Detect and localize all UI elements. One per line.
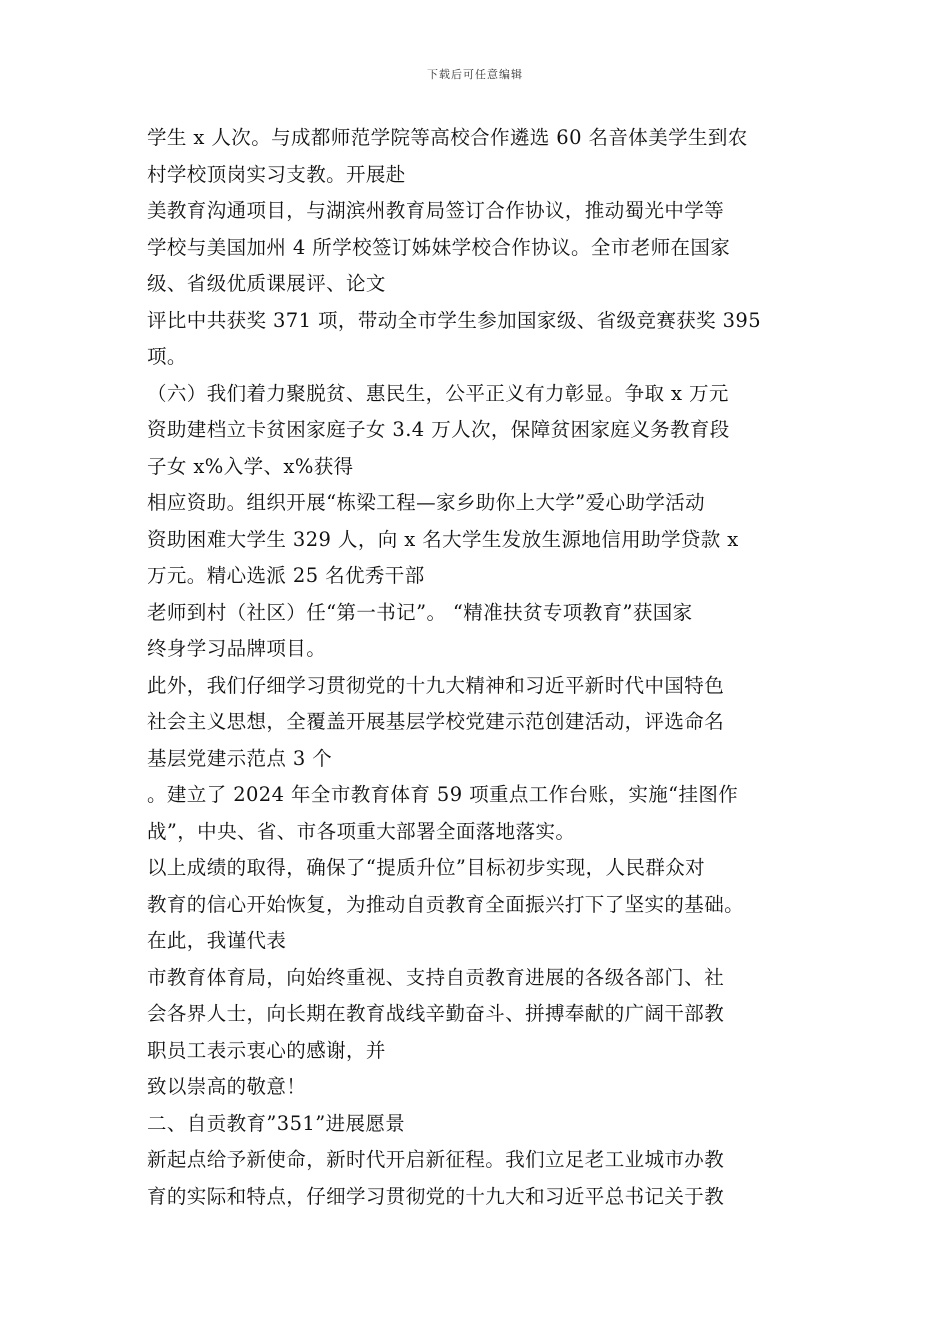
text-line: 市教育体育局，向始终重视、支持自贡教育进展的各级各部门、社	[147, 965, 725, 989]
text-line: 资助建档立卡贫困家庭子女 3.4 万人次，保障贫困家庭义务教育段	[147, 418, 730, 441]
text-line: 新起点给予新使命，新时代开启新征程。我们立足老工业城市办教	[147, 1148, 725, 1171]
text-line: 会各界人士，向长期在教育战线辛勤奋斗、拼搏奉献的广阔干部教	[147, 1002, 725, 1025]
text-line: 育的实际和特点，仔细学习贯彻党的十九大和习近平总书记关于教	[147, 1184, 725, 1208]
text-line: 。建立了 2024 年全市教育体育 59 项重点工作台账，实施“挂图作	[147, 783, 739, 806]
text-line: 职员工表示衷心的感谢，并	[147, 1038, 386, 1062]
text-line: 战”，中央、省、市各项重大部署全面落地落实。	[147, 819, 576, 843]
text-line: 社会主义思想，全覆盖开展基层学校党建示范创建活动，评选命名	[147, 710, 725, 733]
text-line: 子女 x%入学、x%获得	[147, 454, 354, 478]
text-line: 资助困难大学生 329 人，向 x 名大学生发放生源地信用助学贷款 x	[147, 527, 739, 551]
text-line: 教育的信心开始恢复，为推动自贡教育全面振兴打下了坚实的基础。	[147, 892, 745, 916]
text-line: 相应资助。组织开展“栋梁工程—家乡助你上大学”爱心助学活动	[147, 491, 706, 514]
text-line: 级、省级优质课展评、论文	[147, 272, 386, 295]
text-line: 学校与美国加州 4 所学校签订姊妹学校合作协议。全市老师在国家	[147, 235, 731, 259]
text-line: 老师到村（社区）任“第一书记”。 “精准扶贫专项教育”获国家	[147, 600, 693, 624]
page-header-caption: 下载后可任意编辑	[427, 68, 523, 81]
text-line: 致以崇高的敬意！	[147, 1075, 307, 1098]
section-heading: 二、自贡教育”351”进展愿景	[147, 1111, 406, 1135]
text-line: 在此，我谨代表	[147, 929, 287, 952]
text-line: 村学校顶岗实习支教。开展赴	[147, 162, 406, 186]
text-line: 终身学习品牌项目。	[147, 637, 327, 660]
text-line: 美教育沟通项目，与湖滨州教育局签订合作协议，推动蜀光中学等	[147, 199, 725, 222]
document-body	[147, 120, 827, 1215]
text-line: 学生 x 人次。与成都师范学院等高校合作遴选 60 名音体美学生到农	[147, 126, 748, 149]
text-line: （六）我们着力聚脱贫、惠民生，公平正义有力彰显。争取 x 万元	[147, 381, 729, 405]
text-line: 评比中共获奖 371 项，带动全市学生参加国家级、省级竞赛获奖 395	[147, 308, 762, 332]
text-line: 项。	[147, 345, 187, 368]
text-line: 基层党建示范点 3 个	[147, 746, 333, 770]
text-line: 以上成绩的取得，确保了“提质升位”目标初步实现，人民群众对	[147, 856, 706, 879]
text-line: 此外，我们仔细学习贯彻党的十九大精神和习近平新时代中国特色	[147, 673, 725, 697]
text-line: 万元。精心选派 25 名优秀干部	[147, 564, 425, 587]
